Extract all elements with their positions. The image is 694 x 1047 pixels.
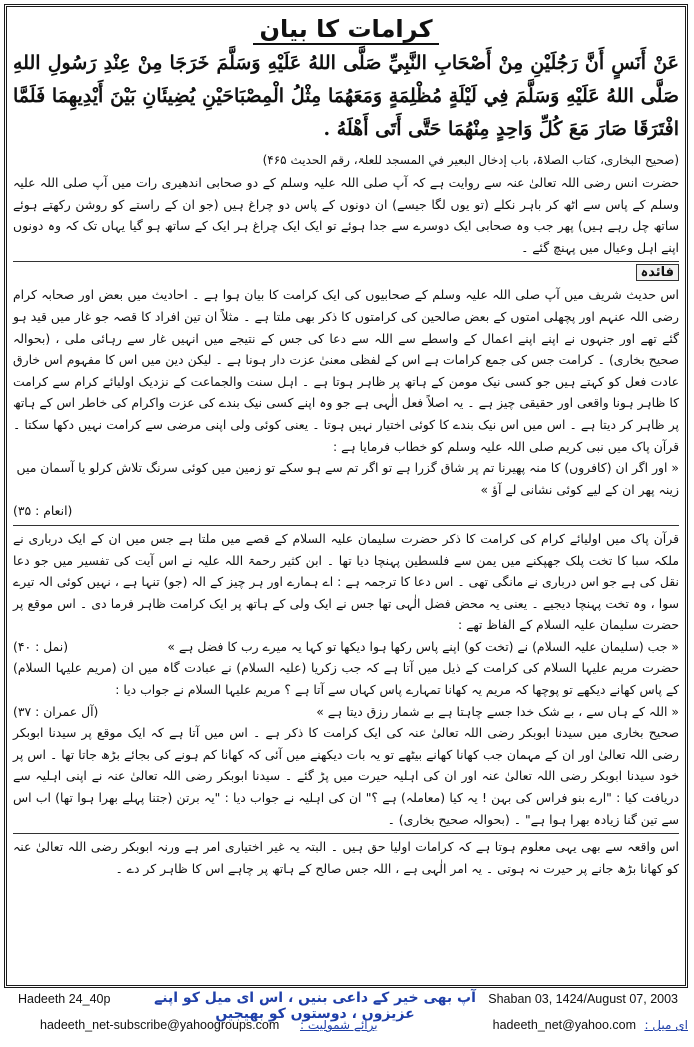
quran-quote-1-ref-row (13, 500, 679, 522)
faida-paragraph-5: اس واقعہ سے بھی یہی معلوم ہوتا ہے کہ کرامات اولیا حق ہیں ۔ البتہ یہ غیر اختیاری امر ہے ورنہ ابوبکر رضی اللہ تعالیٰ عنہ کو کھانا بڑھ جانے پر حیرت نہ ہوتی ۔ یہ امر الٰہی ہے ، اللہ جس صالح کے ہاتھ پر چاہے اس کا ظاہر کر دے ۔ (13, 839, 679, 876)
footer (0, 990, 694, 1047)
faida-paragraph-2: قرآن پاک میں اولیائے کرام کی کرامت کا ذکر حضرت سلیمان علیہ السلام کے قصے میں ملتا ہے جس میں ان کے ایک درباری نے ملکہ سبا کا تخت پلک جھپکنے میں یمن سے فلسطین پہنچا دیا تھا ۔ ابن کثیر رحمۃ اللہ علیہ نے اس آیت کی تفسیر میں جو دعا نقل کی ہے جو اس درباری نے مانگی تھی ۔ اس دعا کا ترجمہ ہے : اے ہمارے اور ہر چیز کے الہ (جو) تنہا ہے ، نہیں کوئی الہ تیرے سوا ، وہ تخت پہنچا دیجیے ۔ یعنی یہ محض فضل الٰہی تھا جس نے ایک ولی کے ہاتھ پر ایک کرامت ظاہر فرما دی ۔ اس موقع پر حضرت سلیمان علیہ السلام کے الفاظ تھے : (13, 530, 679, 633)
quran-quote-3-text: « اللہ کے ہاں سے ، بے شک خدا جسے چاہتا ہے بے شمار رزق دیتا ہے » (316, 703, 679, 719)
document-frame (4, 4, 688, 988)
divider (13, 525, 679, 526)
faida-paragraph-3: حضرت مریم علیہا السلام کی کرامت کے ذیل میں آتا ہے کہ جب زکریا (علیہ السلام) نے عبادت گاہ میں ان (مریم علیہا السلام) کے پاس کھانے دیکھے تو پوچھا کہ مریم یہ کھانا تمہارے پاس کہاں سے آتا ہے ؟ مریم علیہا السلام نے جواب دیا : (13, 660, 679, 698)
faida-paragraph-1: اس حدیث شریف میں آپ صلی اللہ علیہ وسلم کے صحابیوں کی ایک کرامت کا بیان ہوا ہے ۔ احادیث میں بعض اور صحابہ کرام رضی اللہ عنہم اور پچھلی امتوں کے بعض صالحین کی کرامتوں کا ذکر بھی ملتا ہے ۔ مثلاً ان تین افراد کا قصہ جو غار میں قید ہو گئے تھے اور جنہوں نے اپنے اپنے اعمال کے واسطے سے اللہ سے دعا کی جس کے نتیجے میں انہیں غار سے رہائی ملی ، (بحوالہ صحیح بخاری) ۔ کرامت جس کی جمع کرامات ہے اس کے لفظی معنیٰ عزت دار ہونا ہے ۔ لیکن دین میں اس کا مفہوم اس خارق عادت فعل کو کہتے ہیں جو کسی نیک مومن کے ہاتھ پر ظاہر ہوتا ہے ۔ اہل سنت والجماعت کے نزدیک اولیائے کرام سے کرامت کا ظاہر ہونا واقعی اور حقیقی چیز ہے ۔ یہ اصلاً فعل الٰہی ہے جو وہ اپنے کسی نیک بندے کی عزت واکرام کی خاطر اس کے ہاتھ پر ظاہر کر دیتا ہے ۔ اس میں اس نیک بندے کا کوئی اختیار نہیں ہوتا ۔ یعنی کوئی ولی اپنی مرضی سے کرامت نہیں دکھا سکتا ۔ قرآن پاک میں نبی کریم صلی اللہ علیہ وسلم کو خطاب فرمایا ہے : (13, 287, 679, 454)
contact-label: ای میل : (644, 1018, 688, 1032)
document-body (13, 13, 679, 979)
quran-quote-2-ref: (نمل : ۴۰) (13, 638, 69, 654)
page-title-text: کرامات کا بیان (253, 15, 438, 45)
footer-date: Shaban 03, 1424/August 07, 2003 (488, 992, 678, 1006)
subscribe-email-link[interactable]: hadeeth_net-subscribe@yahoogroups.com (40, 1018, 280, 1032)
footer-promo: آپ بھی خیر کے داعی بنیں ، اس ای میل کو اپنے عزیزوں ، دوستوں کو بھیجیں (154, 990, 476, 1022)
hadith-reference: (صحیح البخاری، کتاب الصلاۃ، باب إدخال البعیر في المسجد للعلۃ، رقم الحدیث ۴۶۵) (262, 153, 679, 167)
faida-heading (13, 264, 679, 282)
divider (13, 261, 679, 262)
arabic-hadith-text: عَنْ أَنَسٍ أَنَّ رَجُلَيْنِ مِنْ أَصْحَابِ النَّبِيِّ صَلَّى اللهُ عَلَيْهِ وَسَلَّمَ خَرَجَا مِنْ عِنْدِ رَسُولِ اللهِ صَلَّى اللهُ عَلَيْهِ وَسَلَّمَ فِي لَيْلَةٍ مُظْلِمَةٍ وَمَعَهُمَا مِثْلُ الْمِصْبَاحَيْنِ يُضِيئَانِ بَيْنَ أَيْدِيهِمَا فَلَمَّا افْتَرَقَا صَارَ مَعَ كُلِّ وَاحِدٍ مِنْهُمَا حَتَّى أَتَى أَهْلَهُ . (13, 52, 679, 140)
page-title (13, 15, 679, 43)
quran-quote-2-text: « جب (سلیمان علیہ السلام) نے (تخت کو) اپنے پاس رکھا ہوا دیکھا تو کہا یہ میرے رب کا فضل ہے » (167, 638, 679, 654)
faida-heading-text: فائدہ (636, 264, 679, 281)
urdu-translation: حضرت انس رضی اللہ تعالیٰ عنہ سے روایت ہے کہ آپ صلی اللہ علیہ وسلم کے دو صحابی اندھیری رات میں آپ صلی اللہ علیہ وسلم کے پاس سے اٹھ کر باہر نکلے (تو یوں لگا جیسے) ان دونوں کے پاس دو چراغ ہیں (جو ان کے راستے کو روشن رکھتے ہوئے ساتھ چل رہے ہیں) پھر جب وہ صحابی ایک دوسرے سے جدا ہوئے تو ایک ایک چراغ ہر ایک کے ساتھ ہو گیا یہاں تک کہ وہ دونوں اپنے اہل وعیال میں پہنچ گئے ۔ (13, 175, 679, 255)
quran-quote-1-text: « اور اگر ان (کافروں) کا منہ پھیرنا تم پر شاق گزرا ہے تو اگر تم سے ہو سکے تو زمین میں کوئی سرنگ تلاش کرلو یا آسمان میں زینہ پھر ان کے لیے کوئی نشانی لے آؤ » (16, 460, 679, 497)
divider (13, 833, 679, 834)
quran-quote-2 (13, 636, 679, 658)
contact-email-link[interactable]: hadeeth_net@yahoo.com (492, 1018, 636, 1032)
subscribe-label: برائے شمولیت : (300, 1018, 378, 1032)
quran-quote-1-ref: (انعام : ۳۵) (13, 503, 73, 519)
quran-quote-3-ref: (آل عمران : ۳۷) (13, 703, 99, 719)
quran-quote-1 (13, 457, 679, 500)
quran-quote-3 (13, 701, 679, 723)
faida-paragraph-4: صحیح بخاری میں سیدنا ابوبکر رضی اللہ تعالیٰ عنہ کی ایک کرامت کا ذکر ہے ۔ اس میں آتا ہے کہ ایک موقع پر سیدنا ابوبکر رضی اللہ تعالیٰ اور ان کے مہمان جب کھانا کھانے بیٹھے تو یہ بات دیکھنے میں آئی کہ کھانا کم ہونے کی بجائے بڑھ جاتا تھا ۔ اس پر خود سیدنا ابوبکر رضی اللہ تعالیٰ عنہ اور ان کی اہلیہ حیرت میں پڑ گئے ۔ سیدنا ابوبکر رضی اللہ تعالیٰ عنہ نے اپنی اہلیہ سے دریافت کیا : "ارے بنو فراس کی بہن ! یہ کیا (معاملہ) ہے ؟" ان کی اہلیہ نے جواب دیا : "یہ برتن (جتنا پہلے بھرا ہوا تھا) اب اس سے تین گنا زیادہ بھرا ہوا ہے" ۔ (بحوالہ صحیح بخاری) ۔ (13, 725, 679, 827)
footer-code: Hadeeth 24_40p (18, 992, 111, 1006)
